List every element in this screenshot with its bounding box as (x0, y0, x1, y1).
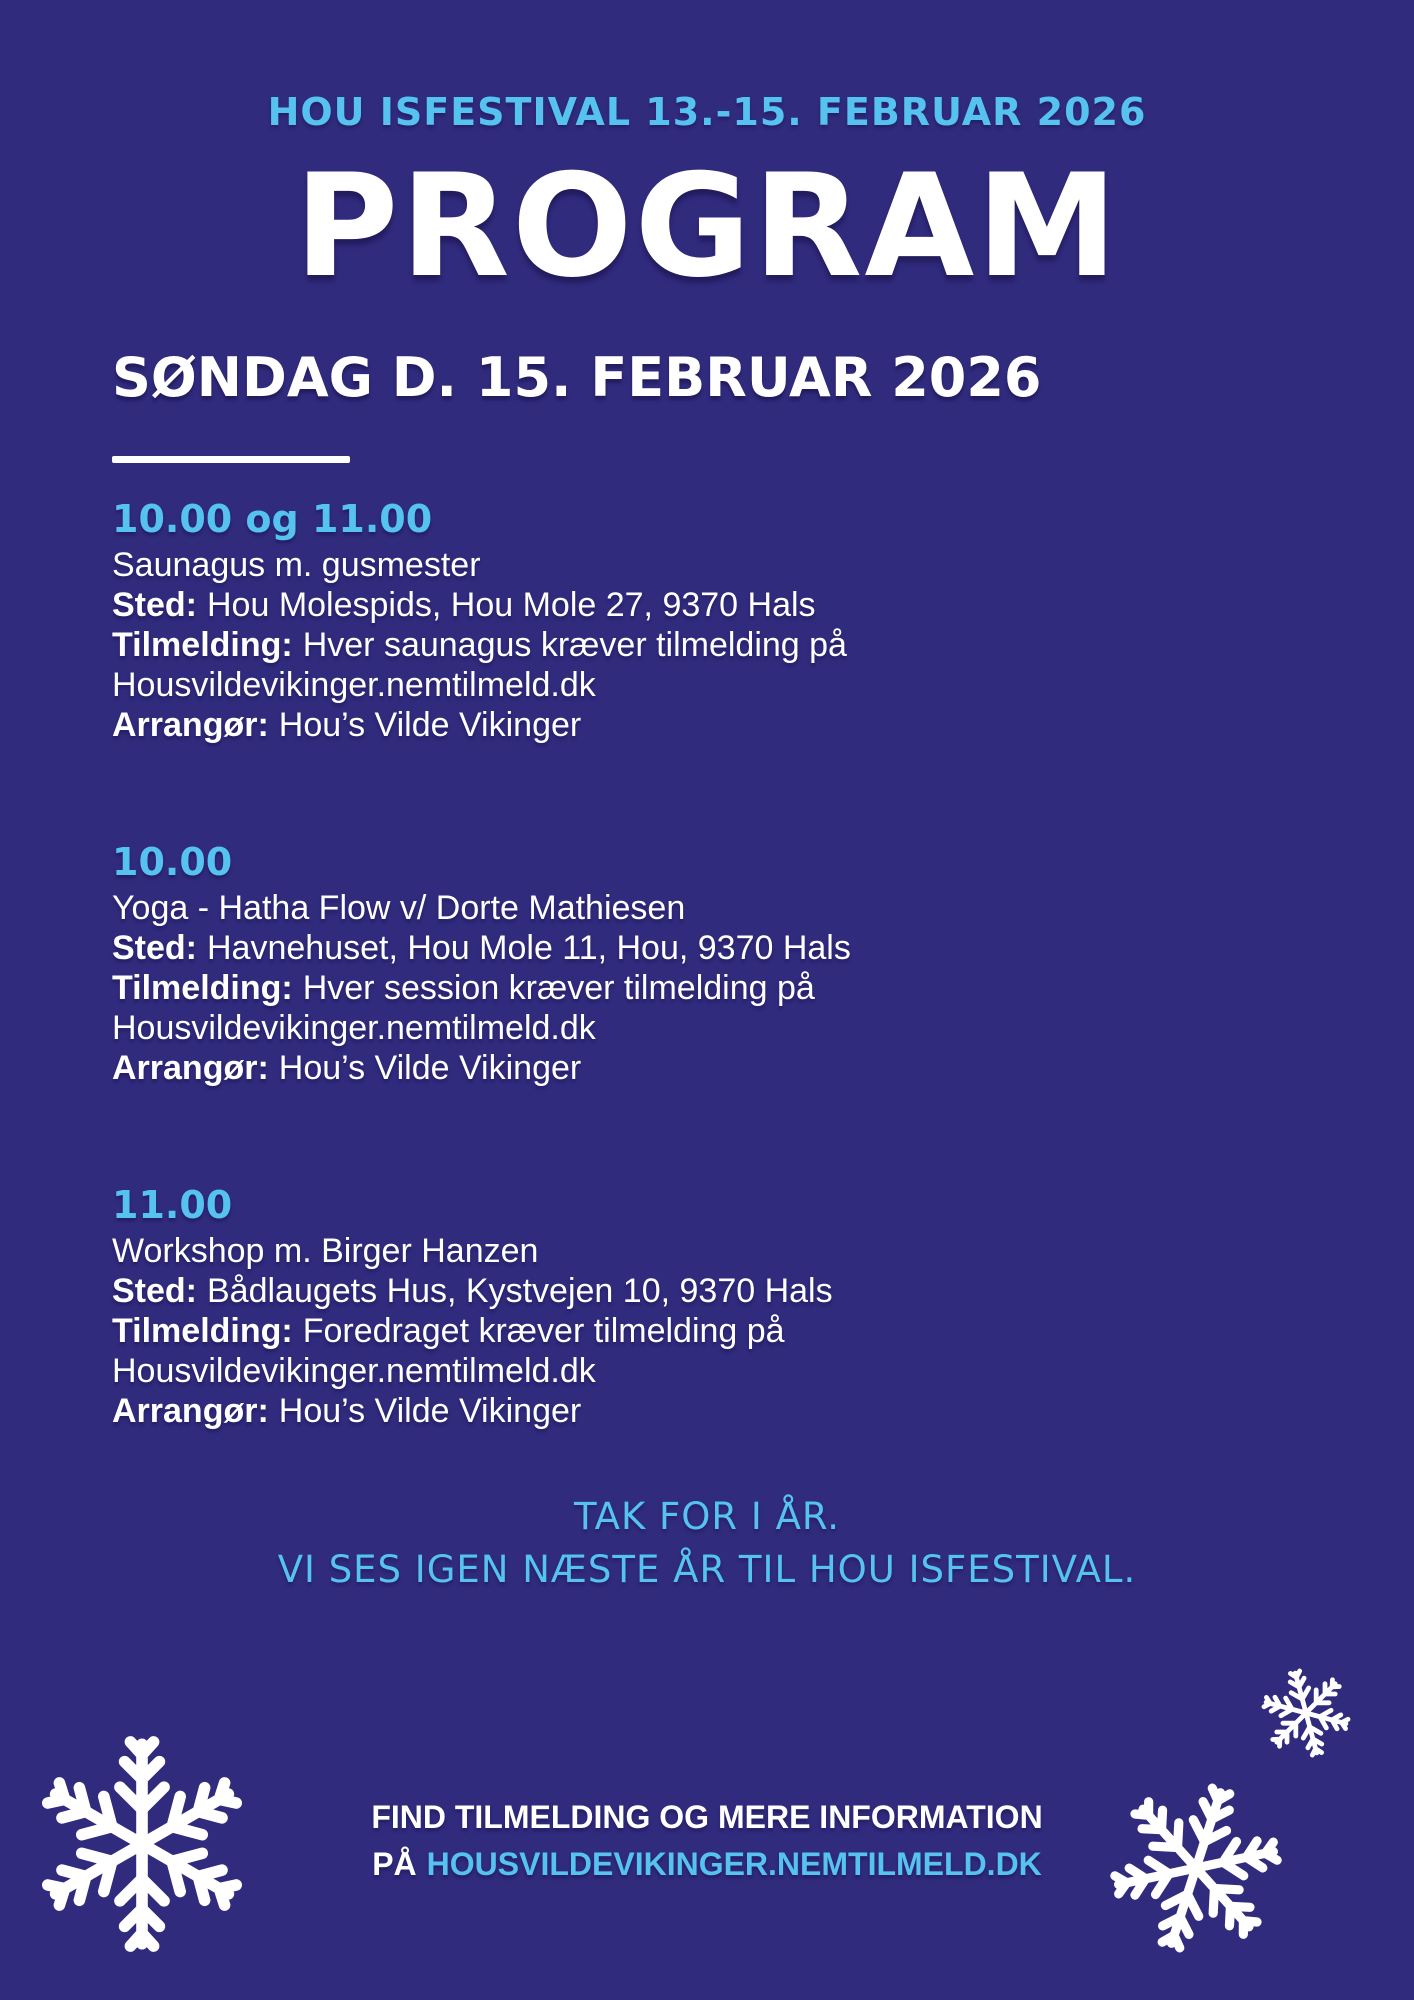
snowflake-icon (26, 1728, 258, 1960)
organizer-label: Arrangør: (112, 1049, 269, 1087)
registration-url: Housvildevikinger.nemtilmeld.dk (112, 1352, 596, 1390)
festival-tagline: HOU ISFESTIVAL 13.-15. FEBRUAR 2026 (267, 90, 1147, 134)
organizer-label: Arrangør: (112, 706, 269, 744)
registration-value: Foredraget kræver tilmelding på (302, 1312, 785, 1350)
event-organizer (112, 1048, 1292, 1088)
footer-line1: FIND TILMELDING OG MERE INFORMATION (371, 1799, 1043, 1835)
event-location (112, 585, 1292, 625)
page-title: PROGRAM (294, 144, 1120, 309)
outro-line2: VI SES IGEN NÆSTE ÅR TIL HOU ISFESTIVAL. (277, 1548, 1137, 1591)
organizer-label: Arrangør: (112, 1392, 269, 1430)
event-time: 11.00 (112, 1183, 233, 1227)
event-location (112, 1271, 1292, 1311)
snowflake-icon (1247, 1654, 1365, 1772)
registration-label: Tilmelding: (112, 626, 293, 664)
event-workshop (112, 1183, 1292, 1431)
snowflake-icon (1080, 1752, 1312, 1984)
location-value: Hou Molespids, Hou Mole 27, 9370 Hals (207, 586, 816, 624)
outro-message (0, 1490, 1414, 1596)
event-registration (112, 625, 1292, 665)
registration-value: Hver session kræver tilmelding på (302, 969, 815, 1007)
event-title: Yoga - Hatha Flow v/ Dorte Mathiesen (112, 889, 686, 927)
footer-url: HOUSVILDEVIKINGER.NEMTILMELD.DK (426, 1846, 1042, 1882)
location-value: Havnehuset, Hou Mole 11, Hou, 9370 Hals (207, 929, 851, 967)
heading-divider (112, 456, 350, 463)
event-registration (112, 1311, 1292, 1351)
event-organizer (112, 1391, 1292, 1431)
event-location (112, 928, 1292, 968)
event-title: Workshop m. Birger Hanzen (112, 1232, 539, 1270)
organizer-value: Hou’s Vilde Vikinger (278, 706, 582, 744)
outro-line1: TAK FOR I ÅR. (573, 1495, 841, 1538)
event-saunagus (112, 497, 1292, 745)
event-yoga (112, 840, 1292, 1088)
location-label: Sted: (112, 586, 197, 624)
registration-value: Hver saunagus kræver tilmelding på (302, 626, 847, 664)
registration-url: Housvildevikinger.nemtilmeld.dk (112, 1009, 596, 1047)
organizer-value: Hou’s Vilde Vikinger (278, 1049, 582, 1087)
organizer-value: Hou’s Vilde Vikinger (278, 1392, 582, 1430)
location-label: Sted: (112, 929, 197, 967)
location-label: Sted: (112, 1272, 197, 1310)
event-time: 10.00 (112, 840, 233, 884)
registration-label: Tilmelding: (112, 969, 293, 1007)
footer-prefix: PÅ (372, 1846, 417, 1882)
event-time: 10.00 og 11.00 (112, 497, 433, 541)
registration-label: Tilmelding: (112, 1312, 293, 1350)
location-value: Bådlaugets Hus, Kystvejen 10, 9370 Hals (207, 1272, 833, 1310)
event-registration (112, 968, 1292, 1008)
event-title: Saunagus m. gusmester (112, 546, 481, 584)
day-heading: SØNDAG D. 15. FEBRUAR 2026 (112, 346, 1042, 409)
event-organizer (112, 705, 1292, 745)
registration-url: Housvildevikinger.nemtilmeld.dk (112, 666, 596, 704)
